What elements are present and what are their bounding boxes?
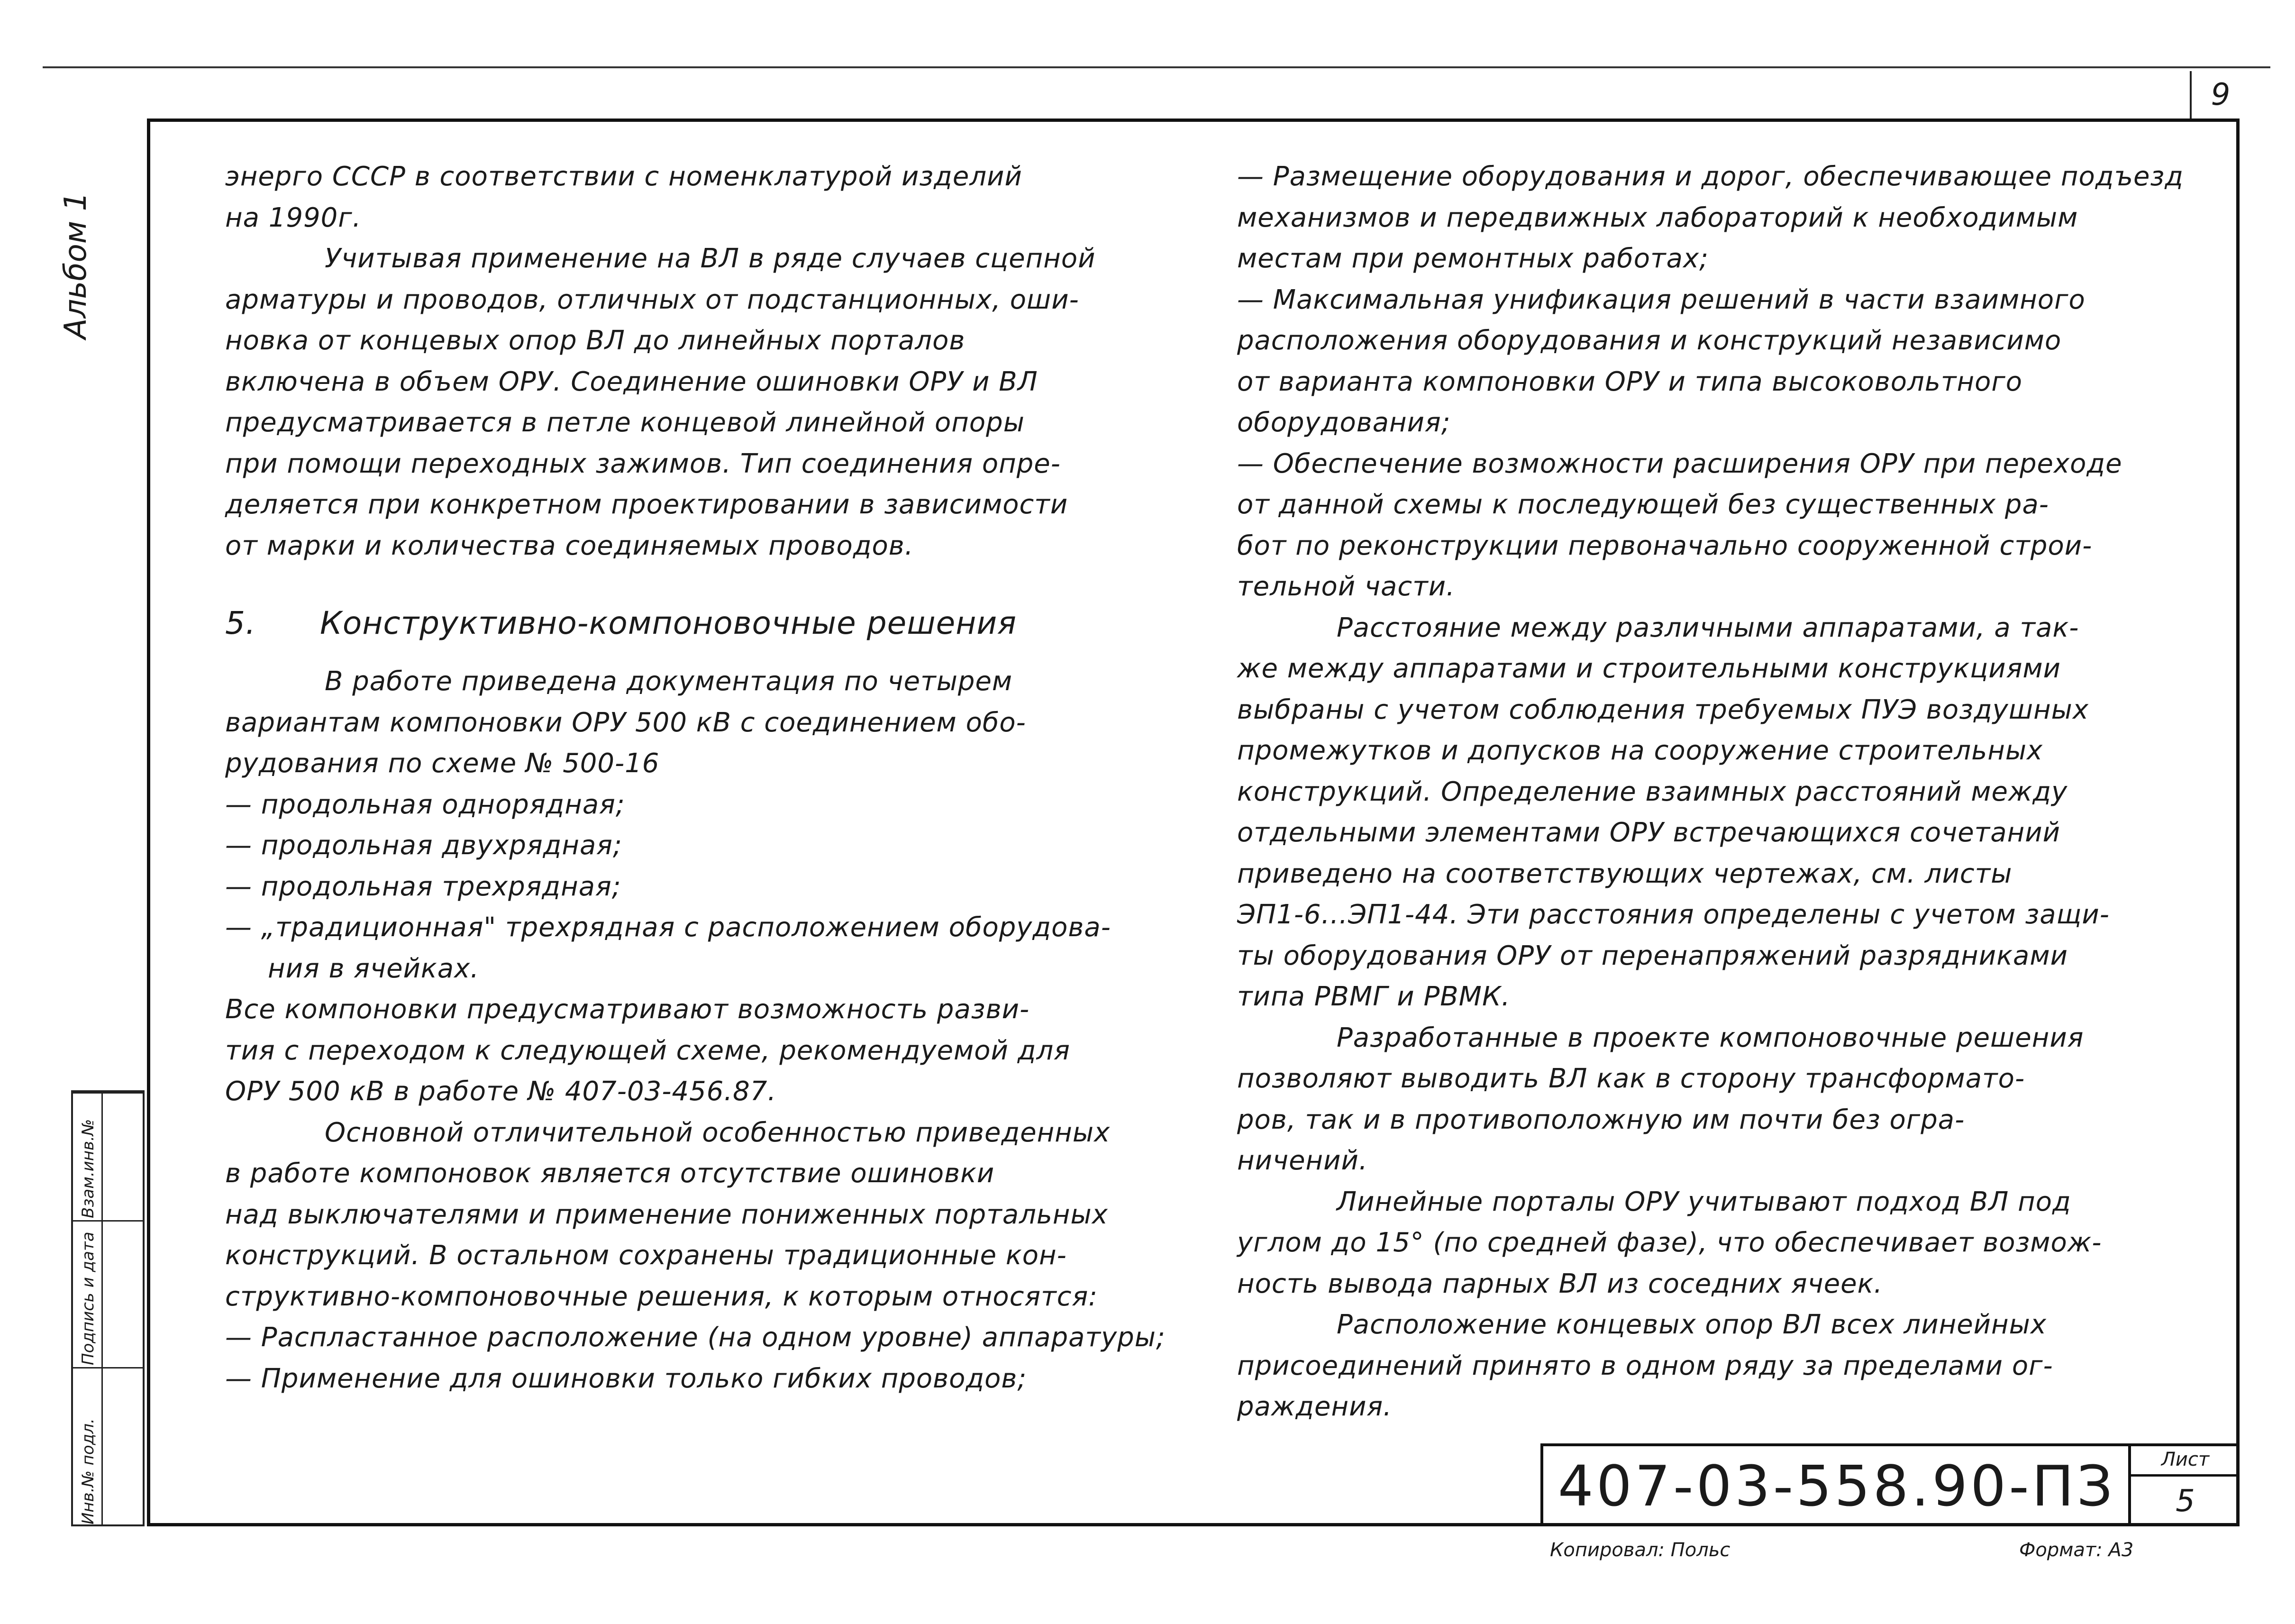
text-line: деляется при конкретном проектировании в зависимости [225, 489, 1068, 520]
text-line: Расположение концевых опор ВЛ всех линейных [1337, 1309, 2047, 1340]
text-line: конструкций. Определение взаимных расстояний между [1237, 776, 2068, 807]
text-line: В работе приведена документация по четырем [325, 666, 1013, 697]
document-code: 407-03-558.90-ПЗ [1557, 1453, 2116, 1519]
text-line: расположения оборудования и конструкций независимо [1237, 325, 2062, 356]
text-line: рудования по схеме № 500-16 [225, 748, 660, 779]
text-line: ничений. [1237, 1145, 1368, 1176]
sheet-number: 5 [2176, 1484, 2195, 1519]
text-line: включена в объем ОРУ. Соединение ошиновки ОРУ и ВЛ [225, 366, 1038, 397]
stamp-inv-podl: Инв.№ подл. [79, 1418, 98, 1524]
list-item: — продольная двухрядная; [225, 830, 622, 861]
text-line: от данной схемы к последующей без существенных ра- [1237, 489, 2049, 520]
text-line: конструкций. В остальном сохранены традиционные кон- [225, 1240, 1067, 1271]
section-heading [225, 585, 1126, 661]
list-item: — продольная однорядная; [225, 789, 625, 820]
text-line: ты оборудования ОРУ от перенапряжений разрядниками [1237, 940, 2068, 971]
text-line: приведено на соответствующих чертежах, см. листы [1237, 858, 2013, 889]
stamp-vzam-inv: Взам.инв.№ [79, 1119, 98, 1218]
text-line: ность вывода парных ВЛ из соседних ячеек. [1237, 1268, 1883, 1299]
paper-format: Формат: А3 [2019, 1539, 2134, 1561]
stamp-divider [73, 1092, 143, 1094]
text-line: вариантам компоновки ОРУ 500 кВ с соединением обо- [225, 707, 1026, 738]
text-line: присоединений принято в одном ряду за пределами ог- [1237, 1350, 2053, 1381]
text-line: на 1990г. [225, 202, 362, 233]
list-item: — Обеспечение возможности расширения ОРУ при переходе [1237, 448, 2122, 479]
text-line: Основной отличительной особенностью приведенных [325, 1117, 1111, 1148]
text-line: оборудования; [1237, 407, 1451, 438]
list-item: — Максимальная унификация решений в части взаимного [1237, 284, 2086, 315]
text-line: над выключателями и применение пониженных портальных [225, 1199, 1108, 1230]
text-line: предусматривается в петле концевой линейной опоры [225, 407, 1025, 438]
text-line: ния в ячейках. [268, 953, 480, 984]
text-line: новка от концевых опор ВЛ до линейных порталов [225, 325, 965, 356]
text-line: выбраны с учетом соблюдения требуемых ПУЭ воздушных [1237, 694, 2089, 725]
copied-by: Копировал: Польс [1550, 1539, 1730, 1561]
text-line: энерго СССР в соответствии с номенклатурой изделий [225, 161, 1022, 192]
right-text-column [1237, 156, 2184, 1428]
section-number: 5. [225, 605, 256, 641]
text-line: тельной части. [1237, 571, 1455, 602]
text-line: раждения. [1237, 1391, 1392, 1422]
list-item: — Распластанное расположение (на одном уровне) аппаратуры; [225, 1322, 1166, 1353]
left-text-column [225, 156, 1166, 1399]
stamp-divider [73, 1367, 143, 1369]
section-title: Конструктивно-компоновочные решения [320, 605, 1017, 641]
stamp-divider [73, 1220, 143, 1222]
album-label: Альбом 1 [58, 192, 93, 339]
text-line: Расстояние между различными аппаратами, а так- [1337, 612, 2079, 643]
text-line: при помощи переходных зажимов. Тип соединения опре- [225, 448, 1061, 479]
page-number: 9 [2211, 77, 2231, 112]
text-line: в работе компоновок является отсутствие ошиновки [225, 1158, 995, 1189]
text-line: Разработанные в проекте компоновочные решения [1337, 1022, 2084, 1053]
text-line: от марки и количества соединяемых проводов. [225, 530, 914, 561]
stamp-podpis-data: Подпись и дата [79, 1232, 98, 1365]
left-stamp-strip [71, 1090, 145, 1526]
list-item: — Применение для ошиновки только гибких проводов; [225, 1363, 1027, 1394]
text-line: позволяют выводить ВЛ как в сторону трансформато- [1237, 1063, 2025, 1094]
text-line: ров, так и в противоположную им почти без огра- [1237, 1104, 1965, 1135]
text-line: местам при ремонтных работах; [1237, 243, 1709, 274]
sheet-label: Лист [2161, 1449, 2210, 1470]
list-item: — продольная трехрядная; [225, 871, 621, 902]
text-line: Все компоновки предусматривают возможность разви- [225, 994, 1030, 1025]
text-line: типа РВМГ и РВМК. [1237, 981, 1511, 1012]
text-line: отдельными элементами ОРУ встречающихся сочетаний [1237, 817, 2061, 848]
text-line: арматуры и проводов, отличных от подстанционных, оши- [225, 284, 1079, 315]
text-line: тия с переходом к следующей схеме, рекомендуемой для [225, 1035, 1070, 1066]
text-line: структивно-компоновочные решения, к которым относятся: [225, 1281, 1098, 1312]
outer-top-line [43, 66, 2270, 68]
list-item: — „традиционная" трехрядная с расположением оборудова- [225, 912, 1111, 943]
text-line: же между аппаратами и строительными конструкциями [1237, 653, 2061, 684]
text-line: от варианта компоновки ОРУ и типа высоковольтного [1237, 366, 2023, 397]
list-item: — Размещение оборудования и дорог, обеспечивающее подъезд [1237, 161, 2184, 192]
text-line: Учитывая применение на ВЛ в ряде случаев сцепной [325, 243, 1096, 274]
text-line: ОРУ 500 кВ в работе № 407-03-456.87. [225, 1076, 777, 1107]
text-line: механизмов и передвижных лабораторий к необходимым [1237, 202, 2078, 233]
text-line: Линейные порталы ОРУ учитывают подход ВЛ под [1337, 1186, 2071, 1217]
text-line: промежутков и допусков на сооружение строительных [1237, 735, 2043, 766]
text-line: углом до 15° (по средней фазе), что обеспечивает возмож- [1237, 1227, 2102, 1258]
text-line: ЭП1-6...ЭП1-44. Эти расстояния определены с учетом защи- [1237, 899, 2110, 930]
text-line: бот по реконструкции первоначально сооруженной строи- [1237, 530, 2093, 561]
